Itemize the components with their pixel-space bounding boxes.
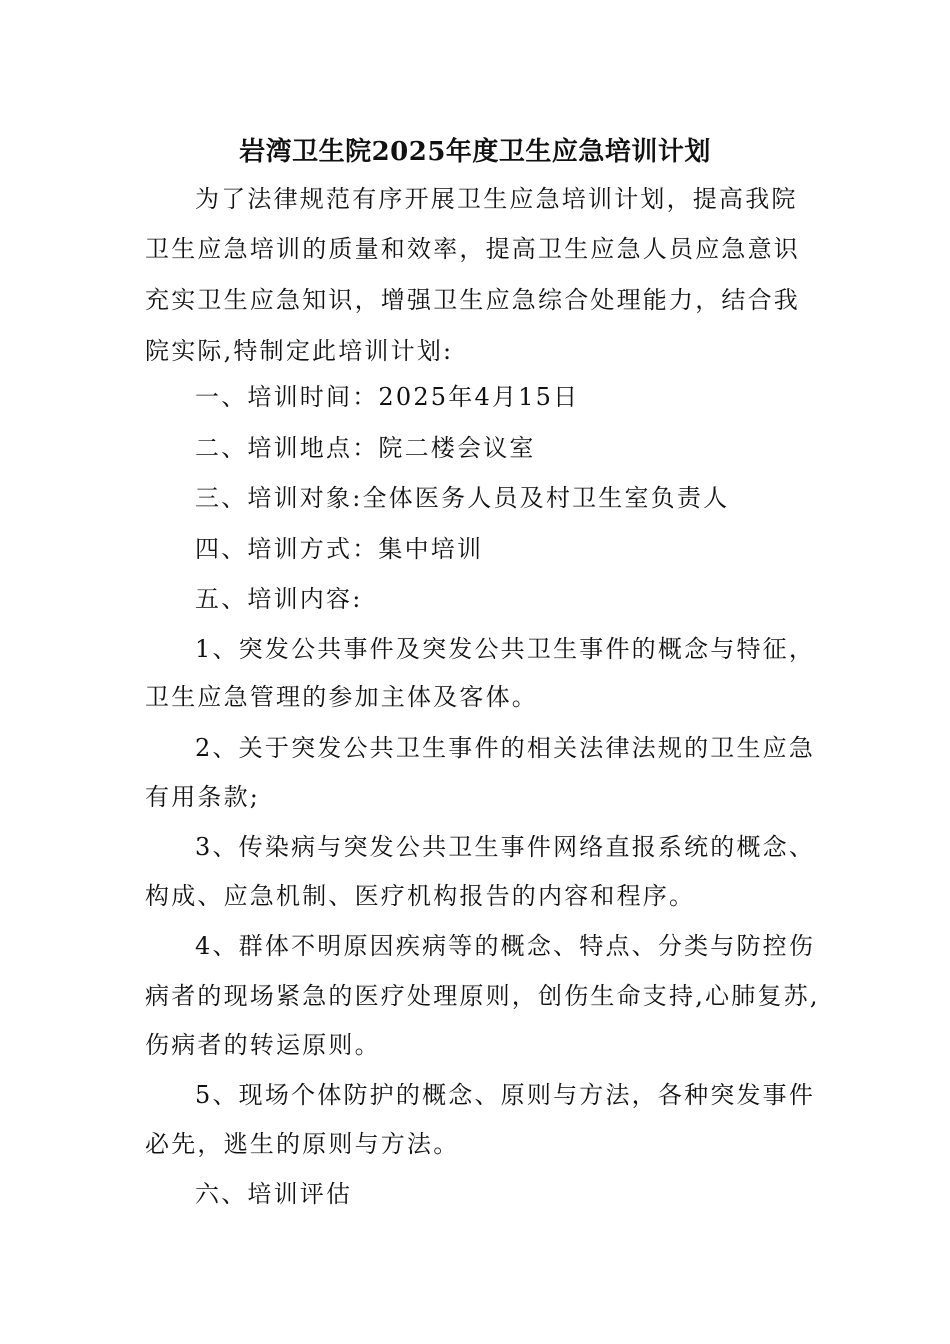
section-training-evaluation: 六、培训评估 — [195, 1180, 353, 1208]
section-training-time: 一、培训时间：2025年4月15日 — [195, 383, 580, 411]
content-item-1-line-2: 卫生应急管理的参加主体及客体。 — [145, 683, 538, 711]
content-item-3-line-1: 3、传染病与突发公共卫生事件网络直报系统的概念、 — [195, 833, 816, 861]
content-item-4-line-3: 伤病者的转运原则。 — [145, 1031, 381, 1059]
document-title: 岩湾卫生院2025年度卫生应急培训计划 — [239, 137, 711, 167]
intro-line-3: 充实卫生应急知识，增强卫生应急综合处理能力，结合我 — [145, 286, 800, 314]
content-item-1-line-1: 1、突发公共事件及突发公共卫生事件的概念与特征， — [195, 635, 816, 663]
section-training-place: 二、培训地点：院二楼会议室 — [195, 434, 536, 462]
content-item-2-line-2: 有用条款; — [145, 783, 261, 811]
intro-line-1: 为了法律规范有序开展卫生应急培训计划，提高我院 — [195, 185, 798, 213]
section-training-target: 三、培训对象:全体医务人员及村卫生室负责人 — [195, 484, 730, 512]
content-item-4-line-2: 病者的现场紧急的医疗处理原则，创伤生命支持,心肺复苏, — [145, 982, 820, 1010]
section-training-method: 四、培训方式：集中培训 — [195, 535, 484, 563]
content-item-5-line-2: 必先，逃生的原则与方法。 — [145, 1130, 460, 1158]
content-item-4-line-1: 4、群体不明原因疾病等的概念、特点、分类与防控伤 — [195, 932, 816, 960]
content-item-5-line-1: 5、现场个体防护的概念、原则与方法，各种突发事件 — [195, 1081, 816, 1109]
intro-line-4: 院实际,特制定此培训计划: — [145, 337, 454, 365]
section-training-content: 五、培训内容: — [195, 585, 363, 613]
content-item-3-line-2: 构成、应急机制、医疗机构报告的内容和程序。 — [145, 882, 696, 910]
content-item-2-line-1: 2、关于突发公共卫生事件的相关法律法规的卫生应急 — [195, 734, 816, 762]
intro-line-2: 卫生应急培训的质量和效率，提高卫生应急人员应急意识 — [145, 235, 800, 263]
